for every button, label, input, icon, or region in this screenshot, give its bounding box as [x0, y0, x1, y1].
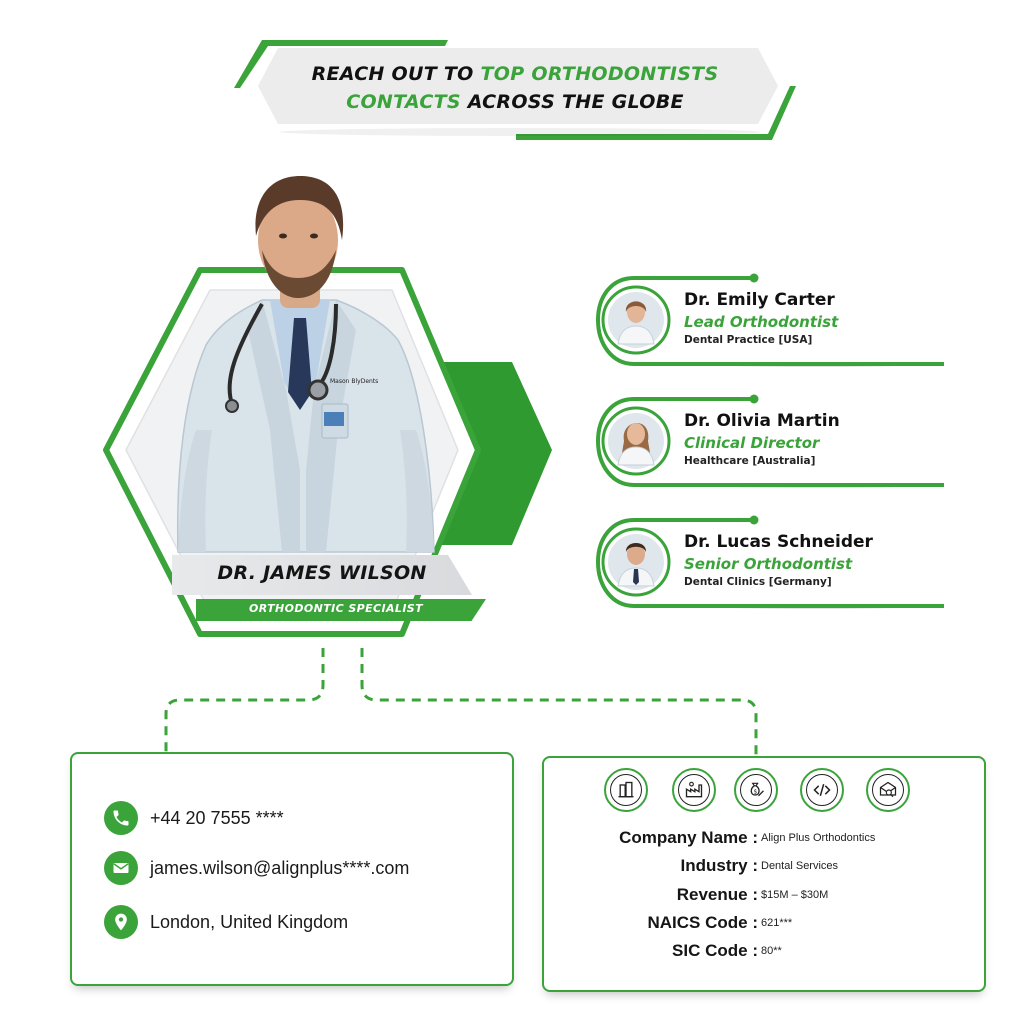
svg-text:$: $	[753, 789, 758, 796]
banner-line2-b: ACROSS THE GLOBE	[460, 91, 684, 113]
industry-icon	[672, 768, 716, 812]
dashed-connectors	[0, 640, 1024, 760]
sic-code-value: 80**	[761, 945, 782, 957]
phone-row[interactable]	[104, 800, 284, 836]
main-contact-name: DR. JAMES WILSON	[217, 562, 427, 584]
company-info-box	[542, 756, 986, 992]
contact-name: Dr. Olivia Martin	[684, 411, 840, 431]
sic-code-label: SIC Code :	[672, 941, 758, 960]
revenue-icon	[734, 768, 778, 812]
location-pin-icon	[104, 905, 138, 939]
banner-line2-a: CONTACTS	[346, 91, 461, 113]
code-icon	[800, 768, 844, 812]
contact-name: Dr. Lucas Schneider	[684, 532, 873, 552]
banner-line1-b: TOP ORTHODONTISTS	[480, 63, 719, 85]
contact-card[interactable]	[594, 272, 944, 367]
sic-code-row	[544, 941, 984, 967]
email-address: james.wilson@alignplus****.com	[150, 857, 410, 878]
contact-role: Clinical Director	[684, 434, 820, 452]
industry-value: Dental Services	[761, 860, 839, 872]
industry-label: Industry :	[680, 856, 758, 875]
contact-name: Dr. Emily Carter	[684, 290, 835, 310]
phone-icon	[104, 801, 138, 835]
phone-number: +44 20 7555 ****	[150, 807, 284, 828]
revenue-label: Revenue :	[676, 885, 758, 904]
revenue-value: $15M – $30M	[761, 889, 829, 901]
company-icon-row	[604, 768, 934, 816]
id-badge-text: Mason BlyDents	[330, 378, 379, 385]
email-row[interactable]	[104, 850, 409, 886]
company-name-label: Company Name :	[619, 828, 758, 847]
email-icon	[104, 851, 138, 885]
contact-org: Healthcare [Australia]	[684, 455, 816, 467]
contact-role: Senior Orthodontist	[684, 555, 853, 573]
contact-card[interactable]	[594, 514, 944, 609]
main-contact-title: ORTHODONTIC SPECIALIST	[248, 602, 424, 615]
contact-role: Lead Orthodontist	[684, 313, 839, 331]
contact-details-box	[70, 752, 514, 986]
location-row	[104, 904, 348, 940]
naics-code-value: 621***	[761, 917, 793, 929]
contact-org: Dental Clinics [Germany]	[684, 576, 832, 588]
banner-line1-a: REACH OUT TO	[311, 63, 481, 85]
naics-code-row	[544, 913, 984, 939]
location-text: London, United Kingdom	[150, 911, 349, 932]
company-name-value: Align Plus Orthodontics	[761, 832, 876, 844]
company-name-row	[544, 828, 984, 854]
email-search-icon	[866, 768, 910, 812]
building-icon	[604, 768, 648, 812]
contact-card[interactable]	[594, 393, 944, 488]
industry-row	[544, 856, 984, 882]
banner-headline	[250, 60, 780, 116]
contact-org: Dental Practice [USA]	[684, 334, 813, 346]
revenue-row	[544, 885, 984, 911]
naics-code-label: NAICS Code :	[647, 913, 758, 932]
